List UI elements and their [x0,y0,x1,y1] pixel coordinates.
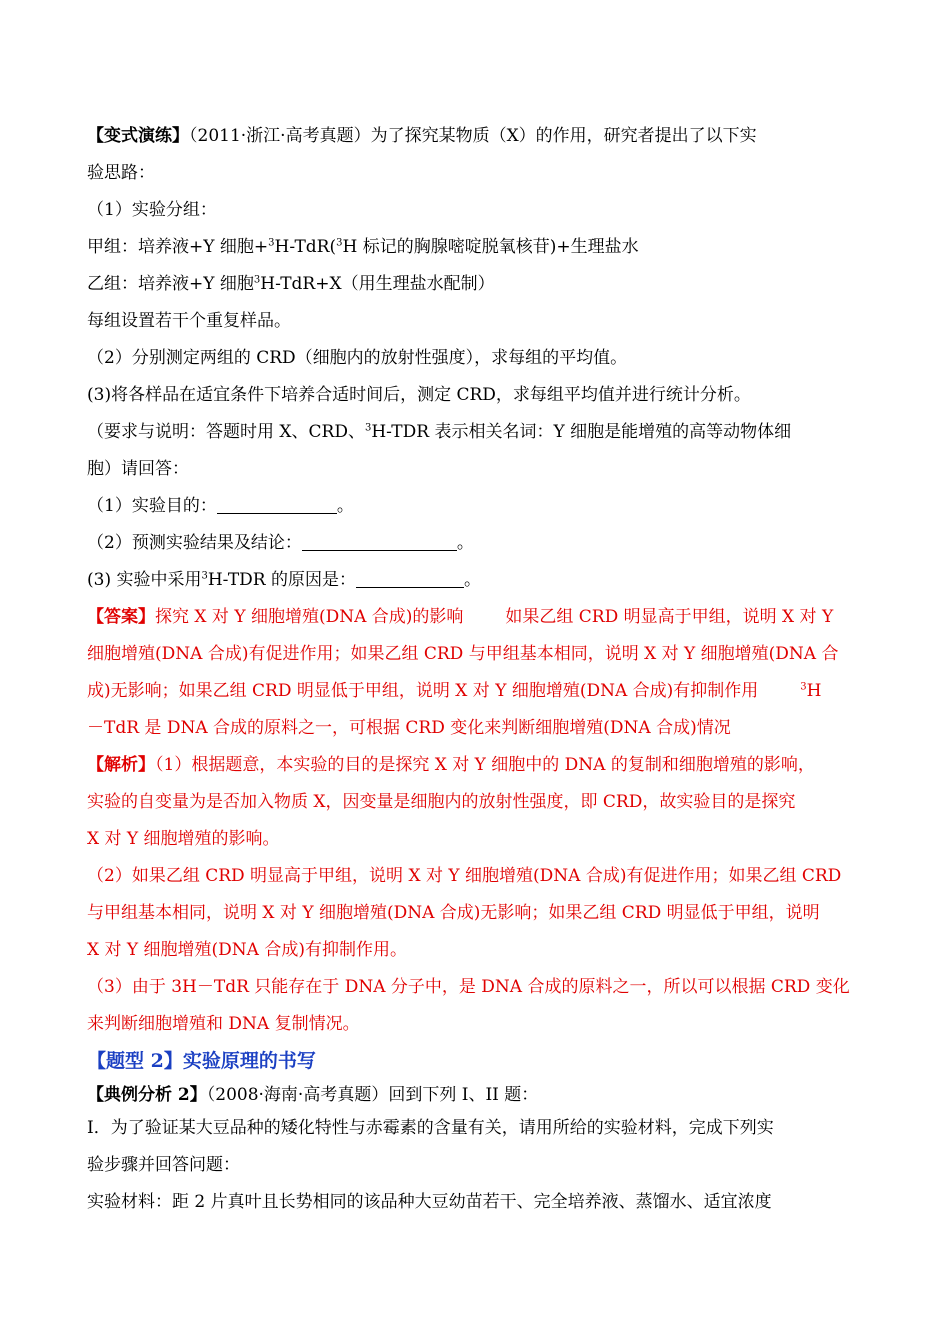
step-1: （1）实验分组： [87,200,217,220]
variant-source: （2011·浙江·高考真题） [189,126,371,146]
answer-blank-2[interactable] [302,532,457,551]
variant-tag: 【变式演练】 [87,126,189,146]
step-3: (3)将各样品在适宜条件下培养合适时间后，测定 CRD，求每组平均值并进行统计分析。 [87,385,751,405]
section-heading: 【题型 2】实验原理的书写 [87,1050,316,1072]
variant-intro: 为了探究某物质（X）的作用，研究者提出了以下实 [370,126,757,146]
answer-blank-3[interactable] [356,569,464,588]
answer-line-2: 细胞增殖(DNA 合成)有促进作用；如果乙组 CRD 与甲组基本相同，说明 X 对 Y 细胞增殖(DNA 合 [87,644,839,664]
requirement-cont: 胞）请回答： [87,459,189,479]
analysis-line-1: 【解析】（1）根据题意，本实验的目的是探究 X 对 Y 细胞中的 DNA 的复制和细胞增殖的影响， [87,755,815,775]
answer-tag: 【答案】 [87,607,155,627]
analysis-line-3: X 对 Y 细胞增殖的影响。 [87,829,280,849]
group-b: 乙组：培养液+Y 细胞$^3$H-TdR+X（用生理盐水配制） [87,274,495,294]
answer-line-4: －TdR 是 DNA 合成的原料之一，可根据 CRD 变化来判断细胞增殖(DNA 合成)情况 [87,718,731,738]
analysis-line-7: （3）由于 3H－TdR 只能存在于 DNA 分子中，是 DNA 合成的原料之一，所以可以根据 CRD 变化 [87,977,850,997]
question-3: (3) 实验中采用$^3$H-TDR 的原因是： 。 [87,570,481,590]
example-body-2: 验步骤并回答问题： [87,1155,240,1175]
analysis-line-2: 实验的自变量为是否加入物质 X，因变量是细胞内的放射性强度，即 CRD，故实验目的是探究 [87,792,796,812]
analysis-line-5: 与甲组基本相同，说明 X 对 Y 细胞增殖(DNA 合成)无影响；如果乙组 CRD 明显低于甲组，说明 [87,903,820,923]
example-body-3: 实验材料：距 2 片真叶且长势相同的该品种大豆幼苗若干、完全培养液、蒸馏水、适宜浓度 [87,1192,772,1212]
question-2: （2）预测实验结果及结论： 。 [87,533,474,553]
analysis-line-4: （2）如果乙组 CRD 明显高于甲组，说明 X 对 Y 细胞增殖(DNA 合成)有促进作用；如果乙组 CRD [87,866,842,886]
answer-line-1: 【答案】探究 X 对 Y 细胞增殖(DNA 合成)的影响 如果乙组 CRD 明显高于甲组，说明 X 对 Y [87,607,834,627]
repeat-note: 每组设置若干个重复样品。 [87,311,291,331]
example-line: 【典例分析 2】（2008·海南·高考真题）回到下列 I、II 题： [87,1085,539,1105]
example-tag: 【典例分析 2】 [87,1085,207,1105]
group-a: 甲组：培养液+Y 细胞+$^3$H-TdR($^3$H 标记的胸腺嘧啶脱氧核苷)+生理盐水 [87,237,639,257]
question-1: （1）实验目的： 。 [87,496,354,516]
document-page [87,118,867,1221]
answer-line-3: 成)无影响；如果乙组 CRD 明显低于甲组，说明 X 对 Y 细胞增殖(DNA 合成)有抑制作用 $^3$H [87,681,822,701]
answer-blank-1[interactable] [217,495,337,514]
example-body-1: I．为了验证某大豆品种的矮化特性与赤霉素的含量有关，请用所给的实验材料，完成下列实 [87,1118,774,1138]
variant-intro-cont: 验思路： [87,163,155,183]
step-2: （2）分别测定两组的 CRD（细胞内的放射性强度），求每组的平均值。 [87,348,628,368]
variant-intro-line [87,118,867,155]
requirement: （要求与说明：答题时用 X、CRD、$^3$H-TDR 表示相关名词：Y 细胞是能增殖的高等动物体细 [87,422,792,442]
analysis-line-8: 来判断细胞增殖和 DNA 复制情况。 [87,1014,360,1034]
analysis-tag: 【解析】 [87,755,155,775]
analysis-line-6: X 对 Y 细胞增殖(DNA 合成)有抑制作用。 [87,940,407,960]
